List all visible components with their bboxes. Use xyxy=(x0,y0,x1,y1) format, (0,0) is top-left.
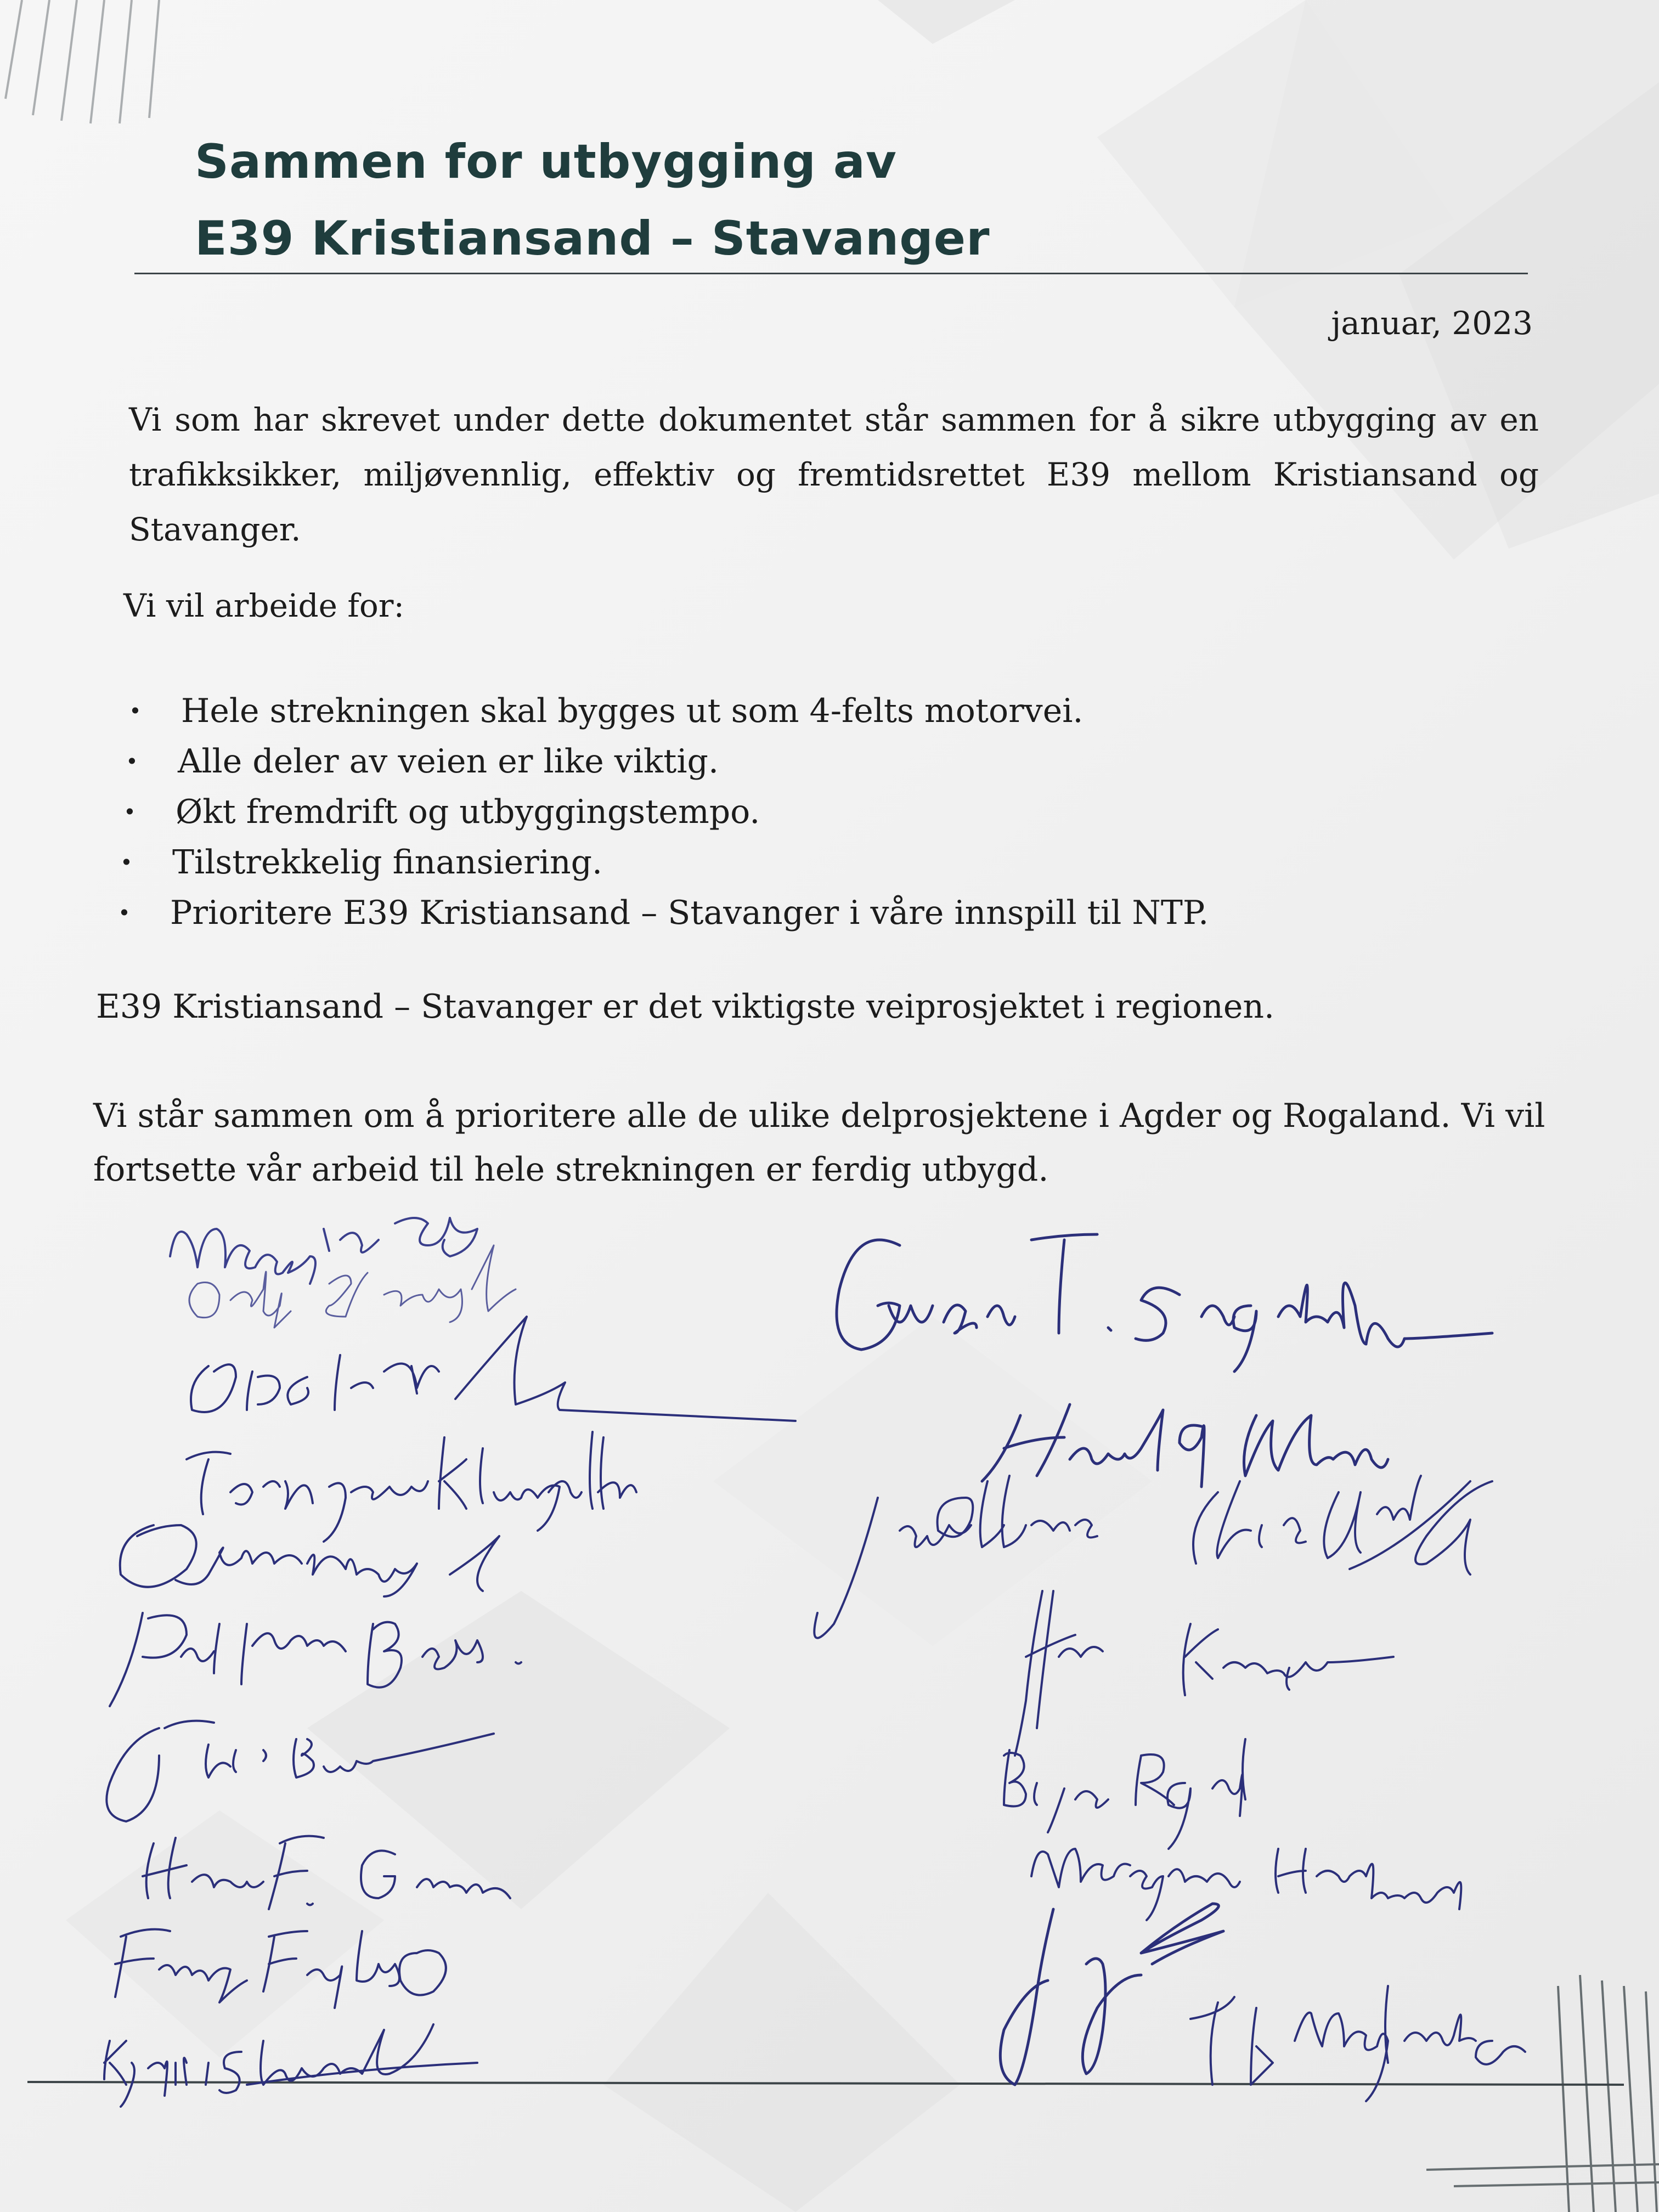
goal-item: · Tilstrekkelig finansiering. xyxy=(112,837,1209,888)
signature-hans-f-grodem xyxy=(143,1836,510,1909)
signature-pal-morten-borgli xyxy=(110,1613,521,1706)
signature-kjetil-stensland xyxy=(104,2024,477,2107)
key-statement: E39 Kristiansand – Stavanger er det viktigste veiprosjektet i regionen. xyxy=(96,988,1275,1026)
signature-bjorn-ropstad xyxy=(1004,1739,1245,1849)
signature-b-myglund xyxy=(1190,1986,1525,2101)
signature-magnhild-eig xyxy=(170,1218,477,1284)
title-line-1: Sammen for utbygging av xyxy=(195,134,897,189)
intro-paragraph: Vi som har skrevet under dette dokumentet står sammen for å sikre utbygging av en trafikksikker, miljøvennlig, effektiv og fremtidsrettet E39 mellom Kristiansand og Stavanger. xyxy=(129,401,1539,548)
goal-item: · Økt fremdrift og utbyggingstempo. xyxy=(115,787,1209,837)
signature-harald-moen xyxy=(982,1404,1388,1487)
document-date: januar, 2023 xyxy=(1331,304,1533,342)
goals-list xyxy=(110,686,1209,938)
signature-scribble-2 xyxy=(1000,1904,1223,2085)
signature-odd-stangeland xyxy=(189,1245,516,1328)
signature-arne-thomassen xyxy=(1015,1591,1393,1756)
title-line-2: E39 Kristiansand – Stavanger xyxy=(195,211,990,266)
signature-frode-fjeldsaa xyxy=(115,1929,446,2008)
document-title xyxy=(195,123,990,277)
title-divider xyxy=(134,273,1528,274)
signature-tore-buxrud xyxy=(106,1721,494,1821)
goals-heading: Vi vil arbeide for: xyxy=(123,587,405,624)
signature-torbjorn-klungland xyxy=(187,1432,636,1542)
signature-gwen-t-sagdahl xyxy=(837,1234,1492,1372)
signature-oddbjorn-hundervin xyxy=(120,1525,499,1596)
signatures-area xyxy=(0,1196,1659,2156)
signature-jan-oddvar-skisland xyxy=(814,1476,1492,1638)
goal-item: · Hele strekningen skal bygges ut som 4-felts motorvei. xyxy=(121,686,1209,736)
goal-item: · Prioritere E39 Kristiansand – Stavanger i våre innspill til NTP. xyxy=(110,888,1209,938)
closing-paragraph: Vi står sammen om å prioritere alle de ulike delprosjektene i Agder og Rogaland. Vi vil fortsette vår arbeid til hele strekningen er ferdig utbygd. xyxy=(93,1097,1545,1189)
signature-scribble-1 xyxy=(191,1317,795,1421)
goal-item: · Alle deler av veien er like viktig. xyxy=(117,736,1209,787)
signature-margunn-handeland xyxy=(1031,1849,1461,1920)
